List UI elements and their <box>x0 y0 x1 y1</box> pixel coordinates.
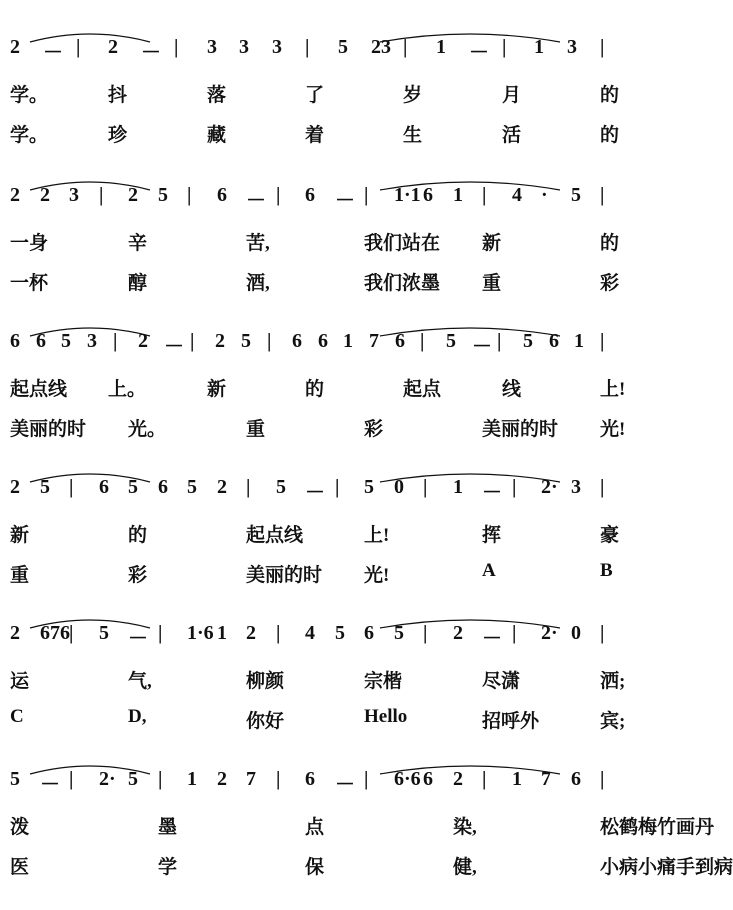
note: － <box>469 42 489 64</box>
note: － <box>141 42 161 64</box>
note: · <box>541 184 548 206</box>
note: 5 <box>187 476 197 498</box>
lyric-syllable: 落 <box>207 85 227 106</box>
lyric-syllable: 保 <box>305 857 325 878</box>
lyric-syllable: 医 <box>10 857 30 878</box>
note: － <box>128 628 148 650</box>
bar-line: | <box>403 36 408 58</box>
note: 1 <box>534 36 544 58</box>
music-system <box>0 468 636 618</box>
note: 3 <box>207 36 217 58</box>
lyric-syllable: 学。 <box>10 85 49 106</box>
notation-row <box>10 476 630 510</box>
bar-line: | <box>113 330 118 352</box>
lyric-syllable: 了 <box>305 85 325 106</box>
bar-line: | <box>305 36 310 58</box>
note: 2· <box>99 768 116 790</box>
note: 1 <box>343 330 353 352</box>
note: － <box>305 482 325 504</box>
lyric-syllable: 苦, <box>246 233 270 254</box>
lyric-syllable: 气, <box>128 671 152 692</box>
lyric-syllable: 的 <box>600 85 620 106</box>
lyric-syllable: 的 <box>305 379 325 400</box>
music-system <box>0 322 636 472</box>
bar-line: | <box>423 476 428 498</box>
bar-line: | <box>158 622 163 644</box>
lyric-syllable: 彩 <box>364 419 384 440</box>
lyric-syllable: D, <box>128 706 147 727</box>
note: 2 <box>215 330 225 352</box>
note: 3 <box>69 184 79 206</box>
note: 6 <box>158 476 168 498</box>
lyric-syllable: 美丽的时 <box>246 565 323 586</box>
note: 2 <box>453 768 463 790</box>
lyric-syllable: 你好 <box>246 711 285 732</box>
note: 5 <box>158 184 168 206</box>
note: 5 <box>338 36 348 58</box>
lyric-syllable: 光! <box>600 419 626 440</box>
note: 5 <box>99 622 109 644</box>
note: － <box>335 774 355 796</box>
bar-line: | <box>276 184 281 206</box>
lyric-syllable: 一杯 <box>10 273 49 294</box>
bar-line: | <box>600 184 605 206</box>
note: 3 <box>571 476 581 498</box>
note: 6·6 <box>394 768 421 790</box>
bar-line: | <box>420 330 425 352</box>
lyric-syllable: 岁 <box>403 85 423 106</box>
note: 2 <box>246 622 256 644</box>
lyric-syllable: 辛 <box>128 233 148 254</box>
note: 5 <box>523 330 533 352</box>
lyric-syllable: 彩 <box>600 273 620 294</box>
lyric-syllable: 一身 <box>10 233 49 254</box>
lyric-syllable: 的 <box>600 125 620 146</box>
lyric-syllable: 美丽的时 <box>10 419 87 440</box>
bar-line: | <box>482 184 487 206</box>
note: 5 <box>40 476 50 498</box>
lyric-syllable: 线 <box>502 379 522 400</box>
lyric-syllable: 美丽的时 <box>482 419 559 440</box>
note: 6 <box>217 184 227 206</box>
lyric-syllable: 尽潇 <box>482 671 521 692</box>
note: 5 <box>364 476 374 498</box>
note: 5 <box>335 622 345 644</box>
lyric-syllable: 起点 <box>403 379 442 400</box>
music-system <box>0 760 733 910</box>
note: 2 <box>108 36 118 58</box>
note: 2 <box>10 36 20 58</box>
bar-line: | <box>364 768 369 790</box>
note: 3 <box>87 330 97 352</box>
note: 2 <box>10 622 20 644</box>
note: 2 <box>10 476 20 498</box>
note: 1 <box>453 184 463 206</box>
bar-line: | <box>600 622 605 644</box>
note: 6 <box>571 768 581 790</box>
note: 0 <box>394 476 404 498</box>
note: 5 <box>276 476 286 498</box>
bar-line: | <box>512 622 517 644</box>
note: 5 <box>446 330 456 352</box>
lyric-syllable: 上! <box>364 525 390 546</box>
lyric-syllable: 新 <box>482 233 502 254</box>
note: 5 <box>128 476 138 498</box>
note: 2 <box>217 768 227 790</box>
bar-line: | <box>276 768 281 790</box>
note: 6 <box>549 330 559 352</box>
lyric-syllable: 酒, <box>246 273 270 294</box>
lyric-syllable: 健, <box>453 857 477 878</box>
lyric-syllable: Hello <box>364 706 408 727</box>
notation-row <box>10 768 630 802</box>
bar-line: | <box>158 768 163 790</box>
lyric-syllable: 抖 <box>108 85 128 106</box>
note: 2 <box>10 184 20 206</box>
notation-row <box>10 36 630 70</box>
bar-line: | <box>69 622 74 644</box>
note: 5 <box>61 330 71 352</box>
lyric-syllable: 宗楷 <box>364 671 403 692</box>
lyric-syllable: 月 <box>502 85 522 106</box>
note: 2 <box>40 184 50 206</box>
lyric-syllable: 我们浓墨 <box>364 273 441 294</box>
note: 2· <box>541 476 558 498</box>
note: － <box>472 336 492 358</box>
lyric-syllable: 运 <box>10 671 30 692</box>
lyric-syllable: 上。 <box>108 379 147 400</box>
lyric-syllable: 藏 <box>207 125 227 146</box>
lyric-syllable: 光。 <box>128 419 167 440</box>
note: 3 <box>239 36 249 58</box>
note: 2· <box>541 622 558 644</box>
bar-line: | <box>482 768 487 790</box>
lyric-syllable: 泼 <box>10 817 30 838</box>
bar-line: | <box>600 36 605 58</box>
note: 6 <box>305 768 315 790</box>
bar-line: | <box>267 330 272 352</box>
note: 4 <box>512 184 522 206</box>
bar-line: | <box>276 622 281 644</box>
note: 6 <box>305 184 315 206</box>
note: 3 <box>567 36 577 58</box>
bar-line: | <box>600 330 605 352</box>
note: 2 <box>217 476 227 498</box>
lyric-syllable: 我们站在 <box>364 233 441 254</box>
note: 6 <box>10 330 20 352</box>
bar-line: | <box>69 768 74 790</box>
note: 7 <box>369 330 379 352</box>
note: 7 <box>541 768 551 790</box>
note: 1·1 <box>394 184 421 206</box>
bar-line: | <box>423 622 428 644</box>
bar-line: | <box>69 476 74 498</box>
note: 6 <box>395 330 405 352</box>
lyric-syllable: 新 <box>207 379 227 400</box>
note: 5 <box>394 622 404 644</box>
lyric-syllable: 宾; <box>600 711 626 732</box>
note: 6 <box>364 622 374 644</box>
bar-line: | <box>364 184 369 206</box>
bar-line: | <box>600 768 605 790</box>
bar-line: | <box>502 36 507 58</box>
lyric-syllable: A <box>482 560 496 581</box>
lyric-syllable: 起点线 <box>10 379 68 400</box>
note: 0 <box>571 622 581 644</box>
lyric-syllable: 活 <box>502 125 522 146</box>
lyric-syllable: 上! <box>600 379 626 400</box>
note: 2 <box>453 622 463 644</box>
lyric-syllable: 挥 <box>482 525 502 546</box>
lyric-syllable: 重 <box>246 419 266 440</box>
music-system <box>0 614 636 764</box>
lyric-syllable: 珍 <box>108 125 128 146</box>
note: 1 <box>574 330 584 352</box>
note: 1 <box>187 768 197 790</box>
note: － <box>482 482 502 504</box>
lyric-syllable: 洒; <box>600 671 626 692</box>
bar-line: | <box>190 330 195 352</box>
note: 5 <box>128 768 138 790</box>
bar-line: | <box>99 184 104 206</box>
note: 1 <box>436 36 446 58</box>
lyric-syllable: 彩 <box>128 565 148 586</box>
lyric-syllable: 生 <box>403 125 423 146</box>
lyric-syllable: 柳颜 <box>246 671 285 692</box>
note: － <box>482 628 502 650</box>
lyric-syllable: 的 <box>600 233 620 254</box>
lyric-syllable: 重 <box>10 565 30 586</box>
lyric-syllable: 小病小痛手到病 <box>600 857 733 878</box>
note: － <box>246 190 266 212</box>
lyric-syllable: 着 <box>305 125 325 146</box>
note: 23 <box>371 36 391 58</box>
note: － <box>164 336 184 358</box>
notation-row <box>10 330 630 364</box>
note: 6 <box>36 330 46 352</box>
notation-row <box>10 184 630 218</box>
lyric-syllable: 学。 <box>10 125 49 146</box>
note: － <box>40 774 60 796</box>
lyric-syllable: 的 <box>128 525 148 546</box>
notation-row <box>10 622 630 656</box>
bar-line: | <box>335 476 340 498</box>
lyric-syllable: 豪 <box>600 525 620 546</box>
note: － <box>335 190 355 212</box>
bar-line: | <box>174 36 179 58</box>
bar-line: | <box>246 476 251 498</box>
note: 1 <box>453 476 463 498</box>
music-system <box>0 28 636 178</box>
music-system <box>0 176 636 326</box>
note: 1 <box>217 622 227 644</box>
note: 5 <box>241 330 251 352</box>
lyric-syllable: 重 <box>482 273 502 294</box>
bar-line: | <box>512 476 517 498</box>
lyric-syllable: 染, <box>453 817 477 838</box>
lyric-syllable: 学 <box>158 857 178 878</box>
note: － <box>43 42 63 64</box>
note: 5 <box>571 184 581 206</box>
bar-line: | <box>600 476 605 498</box>
lyric-syllable: 松鹤梅竹画丹 <box>600 817 715 838</box>
note: 6 <box>99 476 109 498</box>
note: 2 <box>138 330 148 352</box>
note: 5 <box>10 768 20 790</box>
note: 1·6 <box>187 622 214 644</box>
note: 4 <box>305 622 315 644</box>
lyric-syllable: 醇 <box>128 273 148 294</box>
lyric-syllable: 墨 <box>158 817 178 838</box>
note: 2 <box>128 184 138 206</box>
lyric-syllable: 新 <box>10 525 30 546</box>
bar-line: | <box>187 184 192 206</box>
note: 6 <box>423 184 433 206</box>
note: 676 <box>40 622 70 644</box>
lyric-syllable: 光! <box>364 565 390 586</box>
note: 6 <box>318 330 328 352</box>
note: 1 <box>512 768 522 790</box>
note: 6 <box>423 768 433 790</box>
lyric-syllable: 招呼外 <box>482 711 540 732</box>
note: 6 <box>292 330 302 352</box>
note: 3 <box>272 36 282 58</box>
lyric-syllable: 起点线 <box>246 525 304 546</box>
lyric-syllable: B <box>600 560 613 581</box>
bar-line: | <box>76 36 81 58</box>
lyric-syllable: C <box>10 706 24 727</box>
lyric-syllable: 点 <box>305 817 325 838</box>
bar-line: | <box>497 330 502 352</box>
note: 7 <box>246 768 256 790</box>
